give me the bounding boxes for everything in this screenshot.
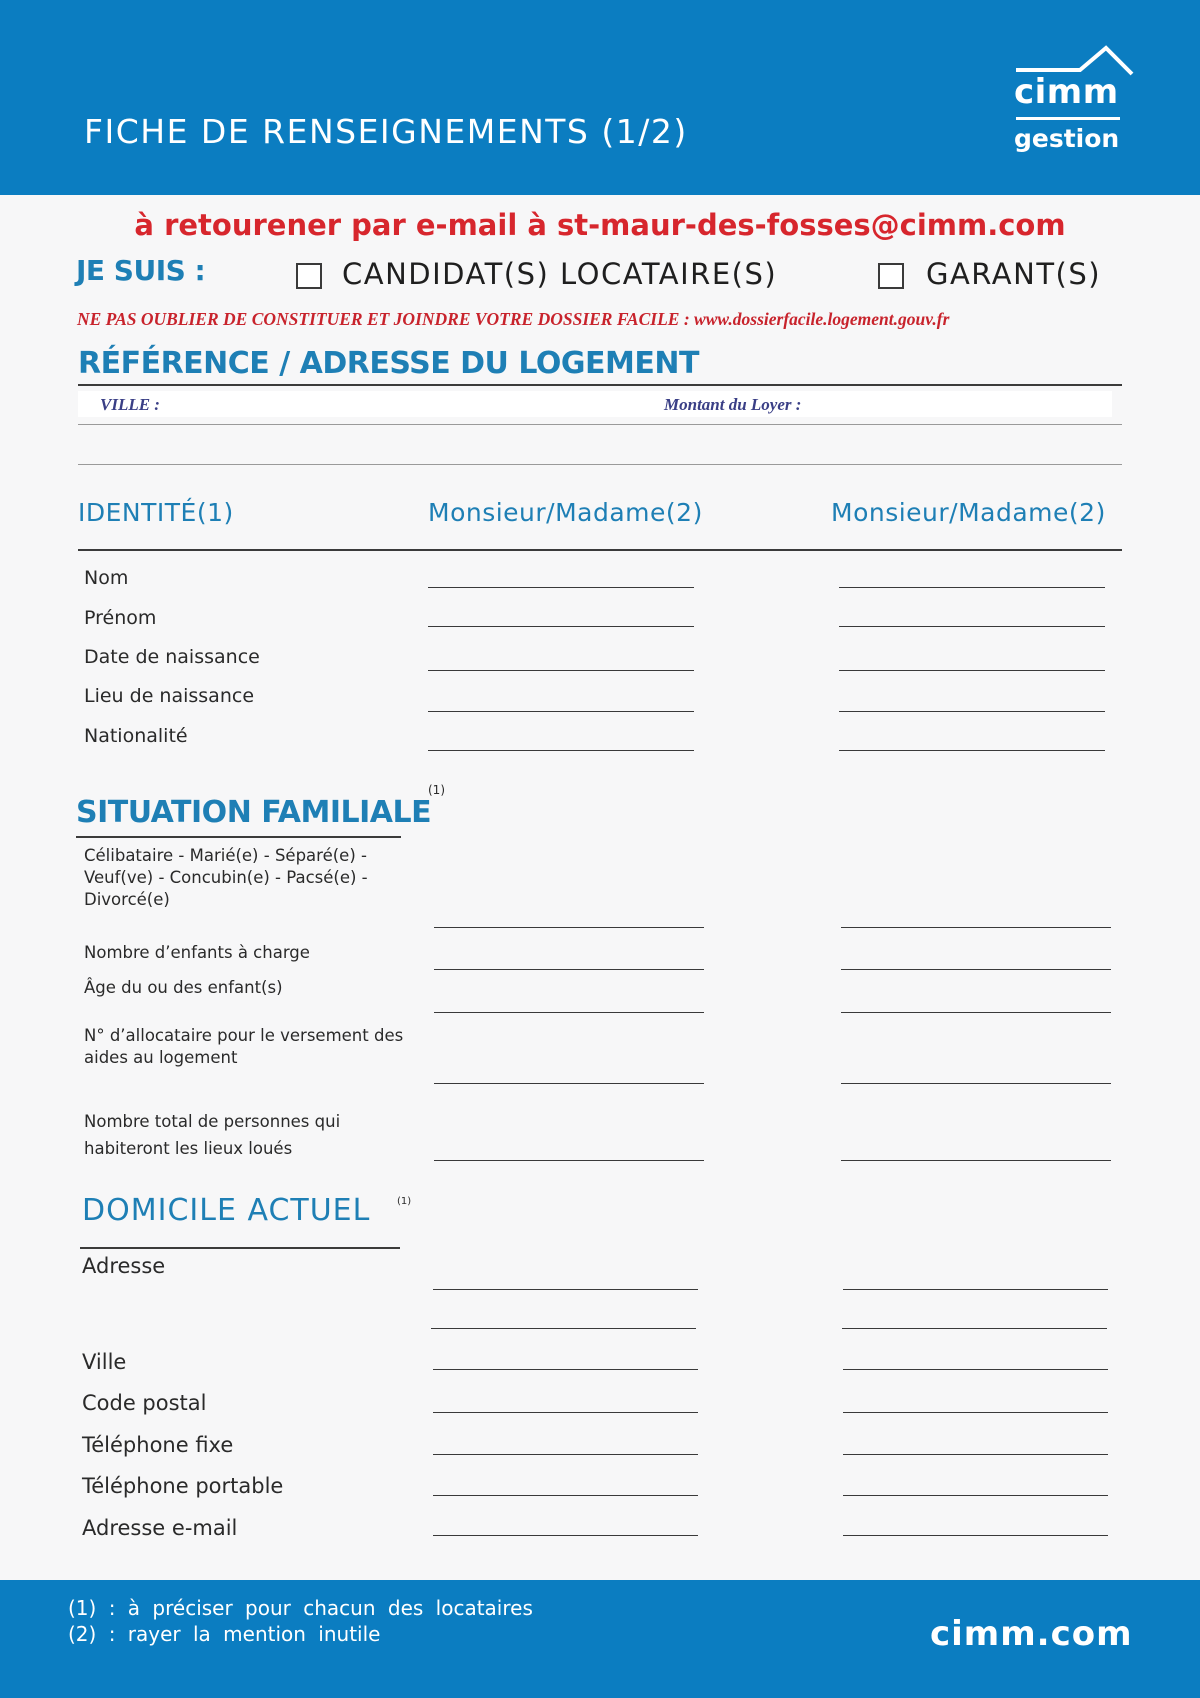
nationalite-input-1[interactable] bbox=[428, 750, 694, 751]
field-label-ville: Ville bbox=[82, 1350, 127, 1374]
address-input-line[interactable] bbox=[78, 464, 1122, 465]
domicile-section-title: DOMICILE ACTUEL bbox=[82, 1193, 371, 1228]
adresse-input-2a[interactable] bbox=[843, 1289, 1108, 1290]
reference-field-bar bbox=[78, 391, 1112, 417]
garant-checkbox[interactable] bbox=[878, 263, 904, 289]
cimm-logo bbox=[1010, 42, 1135, 162]
telephone-fixe-input-1[interactable] bbox=[433, 1454, 698, 1455]
domicile-footnote-ref: (1) bbox=[397, 1196, 412, 1207]
footer-brand-link[interactable]: cimm.com bbox=[930, 1614, 1133, 1654]
nombre-personnes-input-2[interactable] bbox=[841, 1160, 1111, 1161]
identity-column-2: Monsieur/Madame(2) bbox=[831, 498, 1106, 527]
ville-label: VILLE : bbox=[100, 395, 160, 414]
adresse-input-2b[interactable] bbox=[842, 1328, 1107, 1329]
page-title: FICHE DE RENSEIGNEMENTS (1/2) bbox=[84, 112, 688, 151]
return-email-instruction: à retourener par e-mail à st-maur-des-fosses@cimm.com bbox=[134, 208, 1066, 242]
telephone-portable-input-1[interactable] bbox=[433, 1495, 698, 1496]
field-label-telephone-portable: Téléphone portable bbox=[82, 1474, 284, 1498]
footnote-1-number: (1) bbox=[68, 1596, 97, 1620]
nom-input-1[interactable] bbox=[428, 587, 694, 588]
loyer-label: Montant du Loyer : bbox=[664, 395, 802, 414]
candidat-label: CANDIDAT(S) LOCATAIRE(S) bbox=[342, 257, 778, 291]
date-naissance-input-2[interactable] bbox=[839, 670, 1105, 671]
footnote-1-text: : à préciser pour chacun des locataires bbox=[108, 1596, 533, 1620]
etat-civil-input-1[interactable] bbox=[434, 927, 704, 928]
garant-label: GARANT(S) bbox=[926, 257, 1102, 291]
domicile-title-rule bbox=[80, 1247, 400, 1249]
situation-section-title: SITUATION FAMILIALE bbox=[76, 795, 432, 830]
field-label-nombre-personnes: Nombre total de personnes qui habiteront les lieux loués bbox=[84, 1112, 341, 1158]
field-label-telephone-fixe: Téléphone fixe bbox=[82, 1433, 234, 1457]
field-label-nom: Nom bbox=[84, 567, 129, 589]
reference-section-title: RÉFÉRENCE / ADRESSE DU LOGEMENT bbox=[78, 346, 699, 381]
allocataire-input-1[interactable] bbox=[434, 1083, 704, 1084]
footnote-1 bbox=[68, 1596, 533, 1620]
lieu-naissance-input-2[interactable] bbox=[839, 711, 1105, 712]
footnote-2 bbox=[68, 1622, 380, 1646]
enfants-input-2[interactable] bbox=[841, 969, 1111, 970]
ville-input-2[interactable] bbox=[843, 1369, 1108, 1370]
date-naissance-input-1[interactable] bbox=[428, 670, 694, 671]
identity-column-1: Monsieur/Madame(2) bbox=[428, 498, 703, 527]
field-label-email: Adresse e-mail bbox=[82, 1516, 238, 1540]
nom-input-2[interactable] bbox=[839, 587, 1105, 588]
adresse-input-1b[interactable] bbox=[431, 1328, 696, 1329]
etat-civil-input-2[interactable] bbox=[841, 927, 1111, 928]
field-label-nationalite: Nationalité bbox=[84, 725, 188, 747]
telephone-portable-input-2[interactable] bbox=[843, 1495, 1108, 1496]
situation-title-rule bbox=[76, 836, 401, 838]
logo-divider bbox=[1016, 117, 1120, 120]
footer-banner bbox=[0, 1580, 1200, 1698]
field-label-etat-civil: Célibataire - Marié(e) - Séparé(e) - Veuf(ve) - Concubin(e) - Pacsé(e) - Divorcé(e) bbox=[84, 846, 368, 909]
field-label-date-naissance: Date de naissance bbox=[84, 646, 260, 668]
header-banner bbox=[0, 0, 1200, 195]
email-input-1[interactable] bbox=[433, 1535, 698, 1536]
logo-text-cimm: cimm bbox=[1014, 72, 1119, 112]
prenom-input-2[interactable] bbox=[839, 626, 1105, 627]
adresse-input-1a[interactable] bbox=[433, 1289, 698, 1290]
identity-column-label: IDENTITÉ(1) bbox=[78, 498, 234, 527]
field-label-prenom: Prénom bbox=[84, 607, 157, 629]
lieu-naissance-input-1[interactable] bbox=[428, 711, 694, 712]
code-postal-input-2[interactable] bbox=[843, 1412, 1108, 1413]
ville-input-1[interactable] bbox=[433, 1369, 698, 1370]
footnote-2-number: (2) bbox=[68, 1622, 97, 1646]
allocataire-input-2[interactable] bbox=[841, 1083, 1111, 1084]
situation-footnote-ref: (1) bbox=[428, 783, 445, 797]
roof-icon bbox=[1010, 42, 1135, 76]
field-label-lieu-naissance: Lieu de naissance bbox=[84, 685, 255, 707]
je-suis-label: JE SUIS : bbox=[76, 254, 206, 287]
email-input-2[interactable] bbox=[843, 1535, 1108, 1536]
field-label-adresse: Adresse bbox=[82, 1254, 166, 1278]
age-enfants-input-2[interactable] bbox=[841, 1012, 1111, 1013]
footnote-2-text: : rayer la mention inutile bbox=[108, 1622, 381, 1646]
identity-header-rule bbox=[78, 549, 1122, 551]
prenom-input-1[interactable] bbox=[428, 626, 694, 627]
logo-text-gestion: gestion bbox=[1014, 124, 1120, 153]
ville-input-line[interactable] bbox=[78, 424, 1122, 425]
field-label-age-enfants: Âge du ou des enfant(s) bbox=[84, 978, 283, 997]
enfants-input-1[interactable] bbox=[434, 969, 704, 970]
field-label-allocataire: N° d’allocataire pour le versement des aides au logement bbox=[84, 1026, 404, 1067]
candidat-checkbox[interactable] bbox=[296, 263, 322, 289]
dossier-facile-notice: NE PAS OUBLIER DE CONSTITUER ET JOINDRE VOTRE DOSSIER FACILE : www.dossierfacile.logement.gouv.fr bbox=[77, 309, 950, 329]
age-enfants-input-1[interactable] bbox=[434, 1012, 704, 1013]
code-postal-input-1[interactable] bbox=[433, 1412, 698, 1413]
nationalite-input-2[interactable] bbox=[839, 750, 1105, 751]
field-label-enfants: Nombre d’enfants à charge bbox=[84, 943, 310, 962]
field-label-code-postal: Code postal bbox=[82, 1391, 207, 1415]
reference-title-rule bbox=[78, 384, 1122, 386]
telephone-fixe-input-2[interactable] bbox=[843, 1454, 1108, 1455]
nombre-personnes-input-1[interactable] bbox=[434, 1160, 704, 1161]
